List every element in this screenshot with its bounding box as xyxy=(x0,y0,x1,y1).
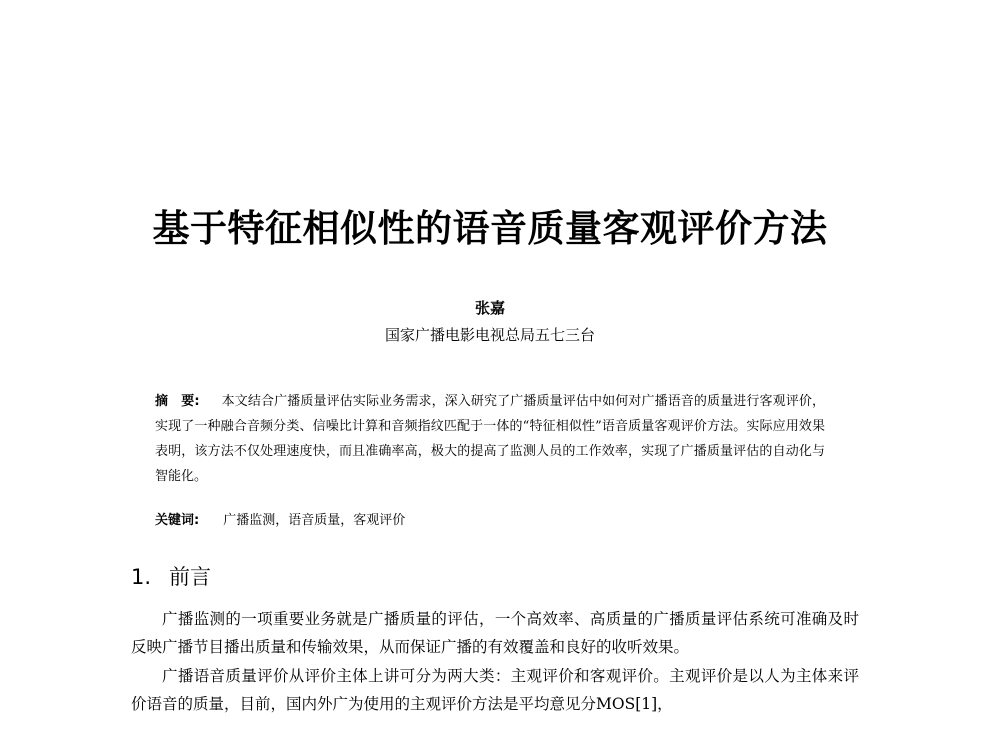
abstract-label: 摘 要: xyxy=(155,394,200,409)
keywords-label: 关键词: xyxy=(155,513,200,528)
keywords-block xyxy=(155,509,825,533)
author-name: 张嘉 xyxy=(474,299,505,317)
section-number: 1. xyxy=(131,565,152,589)
keywords-text: 广播监测，语音质量，客观评价 xyxy=(223,513,406,528)
paper-title: 基于特征相似性的语音质量客观评价方法 xyxy=(152,207,828,250)
section-title: 前言 xyxy=(169,565,212,589)
abstract-block xyxy=(155,389,825,489)
abstract-text: 本文结合广播质量评估实际业务需求，深入研究了广播质量评估中如何对广播语音的质量进行客观评价，实现了一种融合音频分类、信噪比计算和音频指纹匹配于一体的“特征相似性”语音质量客观评价方法。实际应用效果表明，该方法不仅处理速度快，而且准确率高，极大的提高了监测人员的工作效率，实现了广播质量评估的自动化与智能化。 xyxy=(155,394,825,484)
section-heading xyxy=(131,559,211,595)
body-paragraph: 广播监测的一项重要业务就是广播质量的评估，一个高效率、高质量的广播质量评估系统可准确及时反映广播节目播出质量和传输效果，从而保证广播的有效覆盖和良好的收听效果。 xyxy=(131,610,859,656)
body-text xyxy=(131,606,859,720)
body-paragraph: 广播语音质量评价从评价主体上讲可分为两大类：主观评价和客观评价。主观评价是以人为主体来评价语音的质量，目前，国内外广为使用的主观评价方法是平均意见分MOS[1]， xyxy=(131,667,859,713)
author-affiliation: 国家广播电影电视总局五七三台 xyxy=(384,326,595,344)
